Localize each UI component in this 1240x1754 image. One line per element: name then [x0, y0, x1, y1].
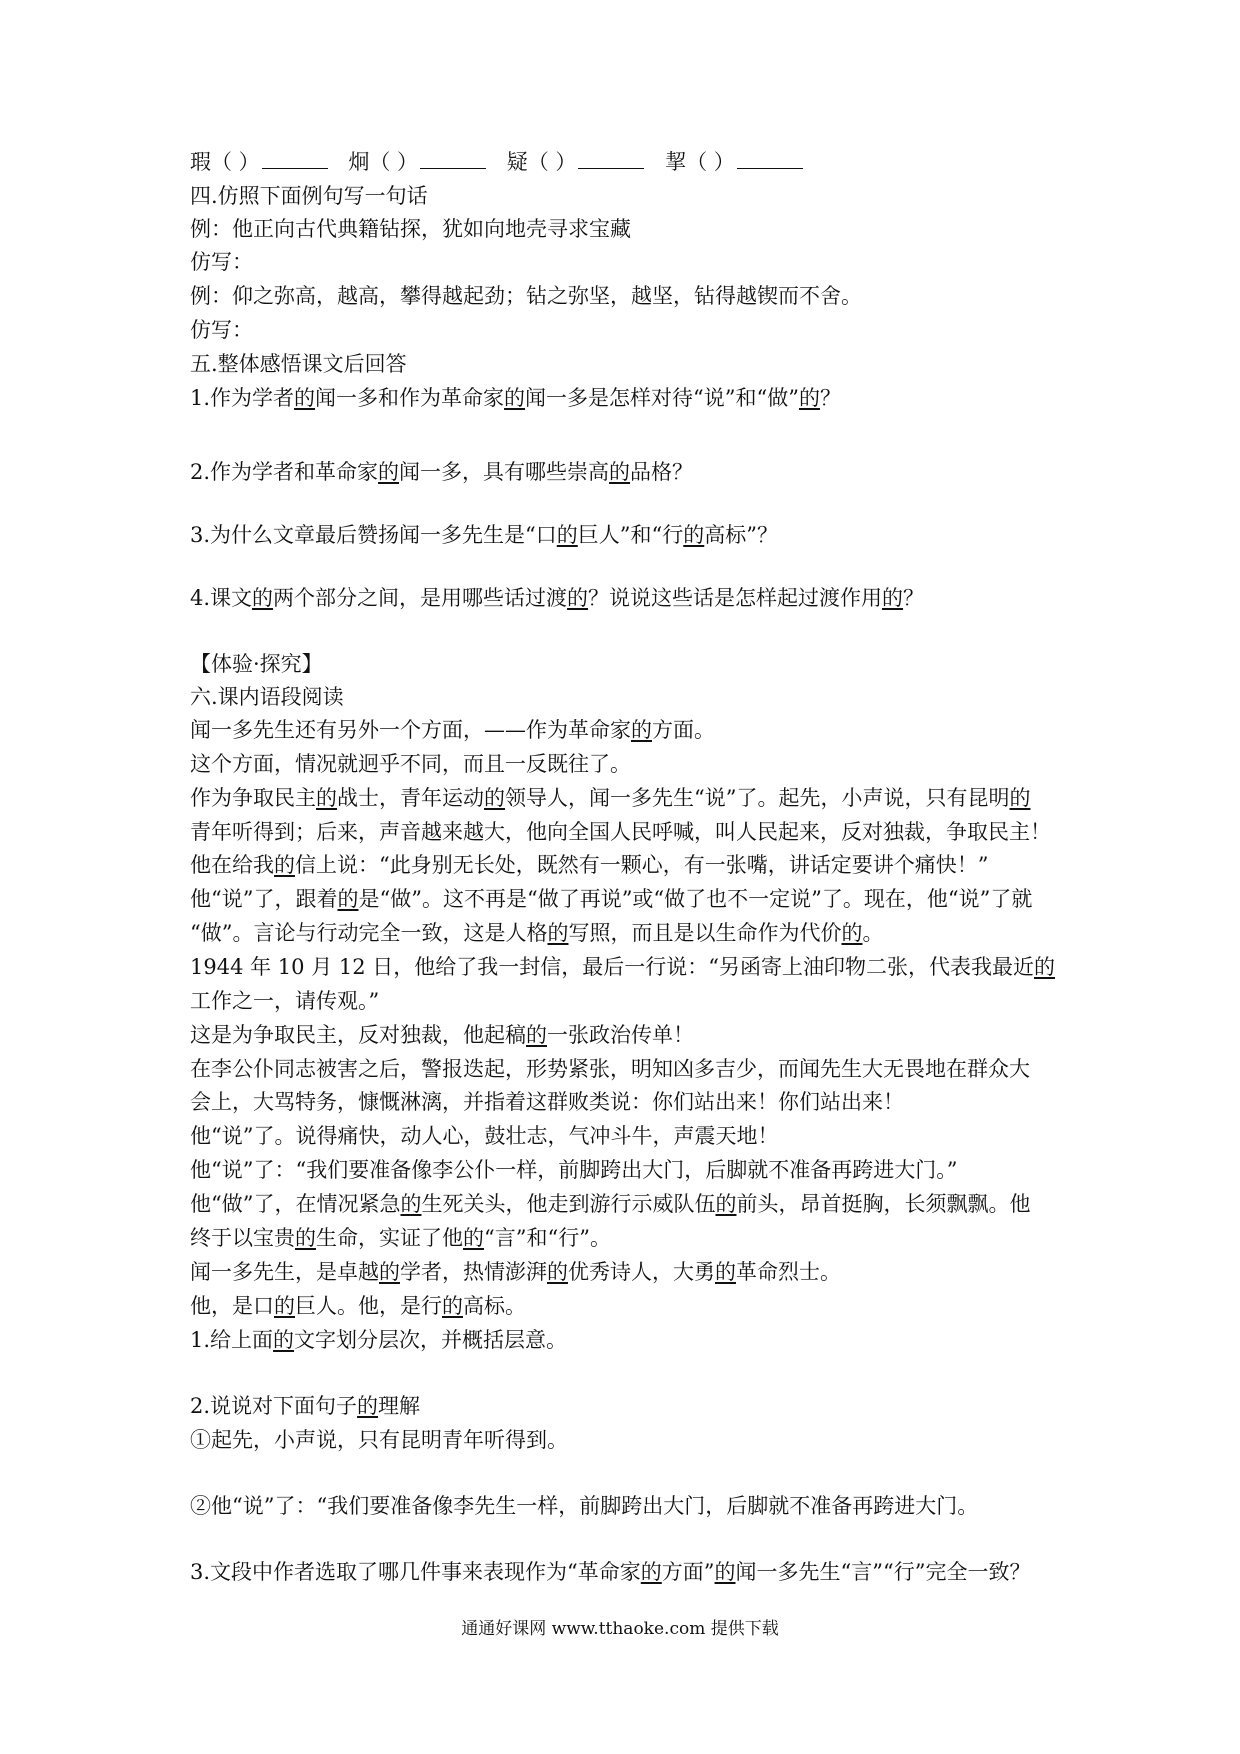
underlined-de: 的	[547, 921, 569, 945]
text-segment: 学者，热情澎湃	[400, 1260, 547, 1284]
section6-question-2-item-2: ②他“说”了：“我们要准备像李先生一样，前脚跨出大门，后脚就不准备再跨进大门。	[190, 1494, 979, 1518]
text-segment: ？说说这些话是怎样起过渡作用	[588, 586, 883, 610]
text-segment: 3.为什么文章最后赞扬闻一多先生是“口	[190, 523, 557, 547]
text-segment: 闻一多先生，是卓越	[190, 1260, 379, 1284]
text-segment: 闻一多是怎样对待“说”和“做”	[525, 386, 799, 410]
text-segment: 1.作为学者	[190, 386, 295, 410]
text-segment: 写照，而且是以生命作为代价	[568, 921, 842, 945]
passage-line-5	[190, 851, 1060, 879]
text-segment: 他，是口	[190, 1294, 274, 1318]
underlined-de: 的	[295, 1226, 316, 1250]
underlined-de: 的	[609, 460, 631, 484]
underlined-de: 的	[274, 1294, 295, 1318]
underlined-de: 的	[556, 523, 578, 547]
underlined-de: 的	[882, 586, 904, 610]
pinyin-item-2: 炯（ ）	[348, 150, 419, 174]
pinyin-row	[190, 148, 1060, 176]
passage-line-12: 会上，大骂特务，慷慨淋漓，并指着这群败类说：你们站出来！你们站出来！	[190, 1090, 904, 1114]
passage-line-16	[190, 1224, 1060, 1252]
text-segment: 巨人”和“行	[577, 523, 684, 547]
underlined-de: 的	[547, 1260, 568, 1284]
text-segment: 方面”	[661, 1560, 715, 1584]
underlined-de: 的	[841, 921, 863, 945]
section4-example-2: 例：仰之弥高，越高，攀得越起劲；钻之弥坚，越坚，钻得越锲而不舍。	[190, 284, 862, 308]
text-segment: 前头，昂首挺胸，长须飘飘。他	[736, 1192, 1031, 1216]
text-segment: 闻一多和作为革命家	[315, 386, 505, 410]
underlined-de: 的	[504, 386, 526, 410]
section6-question-3	[190, 1558, 1060, 1586]
text-segment: 高标”？	[704, 523, 779, 547]
text-segment: 这是为争取民主，反对独裁，他起稿	[190, 1023, 526, 1047]
passage-line-10	[190, 1021, 1060, 1049]
text-segment: 2.说说对下面句子	[190, 1394, 358, 1418]
underlined-de: 的	[357, 1394, 379, 1418]
underlined-de: 的	[799, 386, 820, 410]
underlined-de: 的	[715, 1260, 736, 1284]
underlined-de: 的	[526, 1023, 547, 1047]
underlined-de: 的	[1009, 786, 1031, 810]
answer-blank-1[interactable]	[262, 150, 328, 169]
section6-header: 【体验·探究】	[190, 652, 323, 676]
text-segment: 方面。	[652, 718, 715, 742]
text-segment: 文字划分层次，并概括层意。	[294, 1328, 568, 1352]
underlined-de: 的	[273, 1328, 295, 1352]
section6-question-1	[190, 1326, 1060, 1354]
section6-question-2-item-1: ①起先，小声说，只有昆明青年听得到。	[190, 1428, 568, 1452]
text-segment: 作为争取民主	[190, 786, 316, 810]
passage-line-15	[190, 1190, 1060, 1218]
section6-title: 六.课内语段阅读	[190, 685, 344, 709]
text-segment: 信上说：“此身别无长处，既然有一颗心，有一张嘴，讲话定要讲个痛快！”	[295, 853, 989, 877]
text-segment: 闻一多，具有哪些崇高	[399, 460, 610, 484]
text-segment: 3.文段中作者选取了哪几件事来表现作为“革命家	[190, 1560, 641, 1584]
passage-line-14: 他“说”了：“我们要准备像李公仆一样，前脚跨出大门，后脚就不准备再跨进大门。”	[190, 1158, 958, 1182]
passage-line-7	[190, 919, 1060, 947]
text-segment: 1.给上面	[190, 1328, 274, 1352]
text-segment: 优秀诗人，大勇	[568, 1260, 715, 1284]
text-segment: 生命，实证了他	[316, 1226, 463, 1250]
text-segment: 。	[862, 921, 884, 945]
passage-line-1	[190, 716, 1060, 744]
underlined-de: 的	[714, 1560, 736, 1584]
section4-imitate-1: 仿写：	[190, 250, 253, 274]
section5-question-3	[190, 521, 1060, 549]
text-segment: “做”。言论与行动完全一致，这是人格	[190, 921, 548, 945]
answer-blank-4[interactable]	[737, 150, 803, 169]
text-segment: 战士，青年运动	[337, 786, 484, 810]
passage-line-3	[190, 784, 1060, 812]
passage-line-18	[190, 1292, 1060, 1320]
underlined-de: 的	[631, 718, 652, 742]
passage-line-4: 青年听得到；后来，声音越来越大，他向全国人民呼喊，叫人民起来，反对独裁，争取民主！	[190, 820, 1051, 844]
text-segment: “言”和“行”。	[484, 1226, 611, 1250]
section4-title: 四.仿照下面例句写一句话	[190, 184, 428, 208]
section4-imitate-2: 仿写：	[190, 318, 253, 342]
pinyin-item-3: 疑（ ）	[506, 150, 577, 174]
text-segment: 理解	[378, 1394, 421, 1418]
underlined-de: 的	[379, 1260, 400, 1284]
section5-question-1	[190, 384, 1060, 412]
section4-example-1: 例：他正向古代典籍钻探，犹如向地壳寻求宝藏	[190, 217, 631, 241]
underlined-de: 的	[378, 460, 400, 484]
section5-title: 五.整体感悟课文后回答	[190, 352, 407, 376]
text-segment: 他在给我	[190, 853, 274, 877]
underlined-de: 的	[463, 1226, 484, 1250]
passage-line-8	[190, 953, 1060, 981]
text-segment: 1944 年 10 月 12 日，他给了我一封信，最后一行说：“另函寄上油印物二张，代表我最近	[190, 955, 1034, 979]
text-segment: 生死关头，他走到游行示威队伍	[421, 1192, 716, 1216]
passage-line-17	[190, 1258, 1060, 1286]
underlined-de: 的	[567, 586, 589, 610]
underlined-de: 的	[274, 853, 295, 877]
passage-line-11: 在李公仆同志被害之后，警报迭起，形势紧张，明知凶多吉少，而闻先生大无畏地在群众大	[190, 1057, 1030, 1081]
text-segment: 巨人。他，是行	[295, 1294, 442, 1318]
pinyin-item-1: 瑕（ ）	[190, 150, 260, 174]
text-segment: 闻一多先生“言”“行”完全一致？	[735, 1560, 1031, 1584]
section5-question-4	[190, 584, 1060, 612]
passage-line-6	[190, 885, 1060, 913]
text-segment: 他“说”了，跟着	[190, 887, 338, 911]
underlined-de: 的	[400, 1192, 422, 1216]
text-segment: 是“做”。这不再是“做了再说”或“做了也不一定说”了。现在，他“说”了就	[358, 887, 1033, 911]
text-segment: 4.课文	[190, 586, 253, 610]
section6-question-2	[190, 1392, 1060, 1420]
text-segment: 领导人，闻一多先生“说”了。起先，小声说，只有昆明	[505, 786, 1010, 810]
underlined-de: 的	[484, 786, 505, 810]
text-segment: ？	[820, 386, 841, 410]
text-segment: 闻一多先生还有另外一个方面，——作为革命家	[190, 718, 631, 742]
text-segment: 革命烈士。	[736, 1260, 841, 1284]
text-segment: 高标。	[463, 1294, 526, 1318]
passage-line-9: 工作之一，请传观。”	[190, 989, 380, 1013]
underlined-de: 的	[316, 786, 337, 810]
passage-line-13: 他“说”了。说得痛快，动人心，鼓壮志，气冲斗牛，声震天地！	[190, 1124, 779, 1148]
text-segment: 品格？	[630, 460, 694, 484]
underlined-de: 的	[442, 1294, 463, 1318]
underlined-de: 的	[683, 523, 705, 547]
text-segment: 一张政治传单！	[547, 1023, 694, 1047]
pinyin-item-4: 挈（ ）	[665, 150, 735, 174]
answer-blank-2[interactable]	[420, 150, 486, 169]
footer-download-note: 通通好课网 www.tthaoke.com 提供下载	[461, 1619, 779, 1639]
underlined-de: 的	[337, 887, 359, 911]
section5-question-2	[190, 458, 1060, 486]
text-segment: 他“做”了，在情况紧急	[190, 1192, 401, 1216]
underlined-de: 的	[294, 386, 316, 410]
passage-line-2: 这个方面，情况就迥乎不同，而且一反既往了。	[190, 752, 631, 776]
text-segment: 两个部分之间，是用哪些话过渡	[273, 586, 568, 610]
underlined-de: 的	[252, 586, 274, 610]
answer-blank-3[interactable]	[578, 150, 644, 169]
underlined-de: 的	[1034, 955, 1055, 979]
underlined-de: 的	[640, 1560, 662, 1584]
text-segment: ？	[903, 586, 925, 610]
underlined-de: 的	[715, 1192, 737, 1216]
text-segment: 终于以宝贵	[190, 1226, 295, 1250]
text-segment: 2.作为学者和革命家	[190, 460, 379, 484]
